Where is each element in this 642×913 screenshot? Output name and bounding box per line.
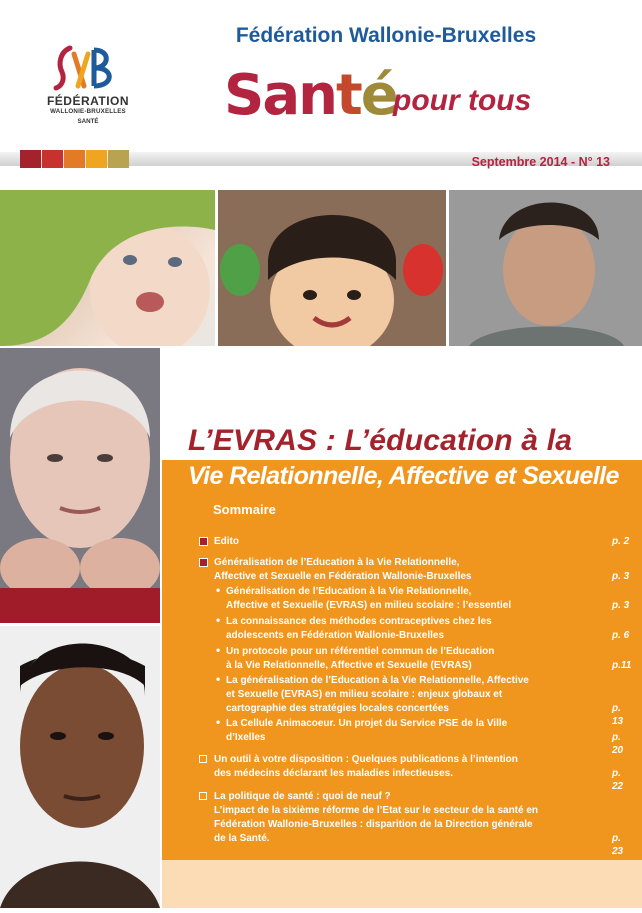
toc-item-text: La Cellule Animacoeur. Un projet du Service PSE de la Ville bbox=[226, 718, 508, 729]
toc-item-text: Fédération Wallonie-Bruxelles : disparition de la Direction générale bbox=[214, 819, 533, 830]
toc-item-text: Un protocole pour un référentiel commun de l’Education bbox=[226, 646, 495, 657]
stripe-square-2 bbox=[42, 150, 63, 168]
toc-item-politique[interactable] bbox=[214, 790, 634, 857]
photo-baby bbox=[0, 190, 215, 346]
toc-item-text: de la Santé. bbox=[214, 833, 270, 844]
toc-item-text: Affective et Sexuelle en Fédération Wallonie-Bruxelles bbox=[214, 571, 472, 582]
toc-item-page: p. 22 bbox=[612, 768, 624, 792]
photo-man bbox=[449, 190, 642, 346]
title-subject: : L’éducation à la bbox=[317, 424, 573, 457]
main-title-line2: Vie Relationnelle, Affective et Sexuelle bbox=[188, 462, 619, 490]
toc-square-outline-bullet bbox=[199, 755, 207, 763]
summary-panel-footer bbox=[162, 860, 642, 908]
brand-sante bbox=[224, 63, 397, 128]
brand-part2: t bbox=[336, 63, 361, 128]
toc-dot-bullet: • bbox=[216, 583, 221, 597]
toc-dot-bullet: • bbox=[216, 613, 221, 627]
issue-date: Septembre 2014 - N° 13 bbox=[471, 155, 610, 169]
toc-item-text: La généralisation de l’Education à la Vie Relationnelle, Affective bbox=[226, 675, 529, 686]
logo-line3: SANTÉ bbox=[77, 118, 99, 125]
toc-item-page: p. 13 bbox=[612, 703, 624, 727]
toc-item-text: d’Ixelles bbox=[226, 732, 266, 743]
stripe-square-1 bbox=[20, 150, 41, 168]
toc-item-page: p. 6 bbox=[612, 630, 630, 641]
toc-item-text: des médecins déclarant les maladies infectieuses. bbox=[214, 768, 454, 779]
logo-wordmark bbox=[40, 94, 136, 128]
toc-item-page: p. 3 bbox=[612, 600, 630, 611]
brand-part3: é bbox=[360, 63, 397, 128]
toc-item-text: adolescents en Fédération Wallonie-Bruxelles bbox=[226, 630, 445, 641]
org-title: Fédération Wallonie-Bruxelles bbox=[235, 24, 537, 47]
toc-item-text: La connaissance des méthodes contraceptives chez les bbox=[226, 616, 492, 627]
logo-line1: FÉDÉRATION bbox=[46, 94, 130, 108]
title-acronym: L’EVRAS bbox=[188, 424, 318, 457]
toc-item-text: Affective et Sexuelle (EVRAS) en milieu scolaire : l’essentiel bbox=[226, 600, 512, 611]
toc-item-edito[interactable] bbox=[214, 535, 634, 549]
toc-item-page: p. 20 bbox=[612, 732, 624, 756]
toc-item-text: L’impact de la sixième réforme de l’Etat sur le secteur de la santé en bbox=[214, 805, 539, 816]
toc-dot-bullet: • bbox=[216, 672, 221, 686]
toc-square-outline-bullet bbox=[199, 792, 207, 800]
toc-dot-bullet: • bbox=[216, 715, 221, 729]
brand-part1: San bbox=[224, 63, 336, 128]
main-title-line1 bbox=[188, 424, 572, 458]
brand-suffix: pour tous bbox=[393, 84, 532, 117]
toc-item-page: p. 23 bbox=[612, 833, 624, 857]
stripe-square-3 bbox=[64, 150, 85, 168]
toc-square-bullet bbox=[199, 558, 208, 567]
photo-young-man bbox=[0, 626, 160, 908]
toc-item-page: p. 3 bbox=[612, 571, 630, 582]
toc-heading: Sommaire bbox=[213, 502, 276, 517]
toc-subitem-milieu-scolaire[interactable] bbox=[226, 585, 634, 613]
photo-child-painted-hands bbox=[218, 190, 446, 346]
stripe-square-4 bbox=[86, 150, 107, 168]
toc-item-text: Un outil à votre disposition : Quelques publications à l’intention bbox=[214, 754, 518, 765]
toc-subitem-contraception[interactable] bbox=[226, 615, 634, 643]
toc-item-page: p.11 bbox=[612, 660, 632, 671]
stripe-square-5 bbox=[108, 150, 129, 168]
toc-square-bullet bbox=[199, 537, 208, 546]
toc-item-page: p. 2 bbox=[612, 536, 630, 547]
toc-item-text: Edito bbox=[214, 536, 239, 547]
toc-item-text: à la Vie Relationnelle, Affective et Sexuelle (EVRAS) bbox=[226, 660, 472, 671]
toc-item-text: et Sexuelle (EVRAS) en milieu scolaire : enjeux globaux et bbox=[226, 689, 503, 700]
toc-subitem-animacoeur[interactable] bbox=[226, 717, 634, 756]
toc-item-text: Généralisation de l’Education à la Vie Relationnelle, bbox=[226, 586, 472, 597]
logo-line2: WALLONIE-BRUXELLES bbox=[50, 108, 126, 115]
toc-item-outil[interactable] bbox=[214, 753, 634, 792]
toc-item-text: cartographie des stratégies locales concertées bbox=[226, 703, 449, 714]
toc-item-text: Généralisation de l’Education à la Vie Relationnelle, bbox=[214, 557, 460, 568]
toc-subitem-protocole[interactable] bbox=[226, 645, 634, 673]
photo-elderly-woman bbox=[0, 348, 160, 623]
toc-item-text: La politique de santé : quoi de neuf ? bbox=[214, 791, 391, 802]
toc-dot-bullet: • bbox=[216, 643, 221, 657]
toc-item-generalisation[interactable] bbox=[214, 556, 634, 584]
